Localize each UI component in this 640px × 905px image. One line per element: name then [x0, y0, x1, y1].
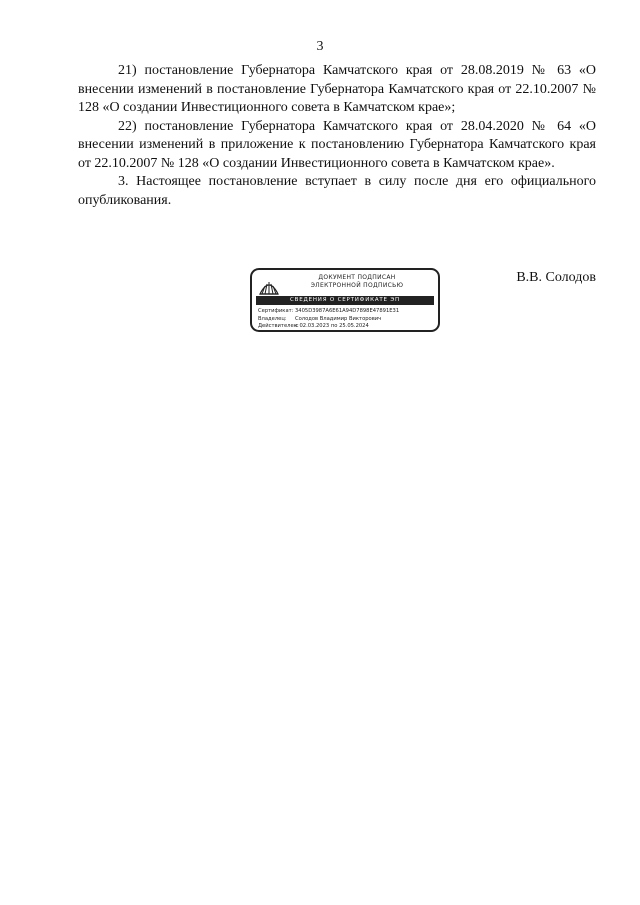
stamp-certificate-bar: СВЕДЕНИЯ О СЕРТИФИКАТЕ ЭП — [256, 296, 434, 305]
coat-of-arms-icon — [258, 274, 280, 296]
paragraph-item-22: 22) постановление Губернатора Камчатского края от 28.04.2020 № 64 «О внесении изменений в приложение к постановлению Губернатора Камчатского края от 22.10.2007 № 128 «О создании Инвестиционного совета в Камчатском крае». — [78, 118, 596, 171]
certificate-label: Сертификат: — [258, 308, 294, 314]
stamp-title-line1: ДОКУМЕНТ ПОДПИСАН — [318, 274, 396, 281]
paragraph-effective-date: 3. Настоящее постановление вступает в силу после дня его официального опубликования. — [78, 174, 596, 208]
owner-value: Солодов Владимир Викторович — [295, 315, 382, 322]
signature-block — [0, 268, 640, 338]
owner-label: Владелец: — [258, 315, 287, 322]
stamp-validity-row — [258, 323, 434, 331]
certificate-value: 3405D3987A6E61A94D7898E47891E31 — [295, 308, 400, 314]
paragraph-item-21: 21) постановление Губернатора Камчатского края от 28.08.2019 № 63 «О внесении изменений в постановление Губернатора Камчатского края от 22.10.2007 № 128 «О создании Инвестиционного совета в Камчатском крае»; — [78, 63, 596, 115]
e-signature-stamp — [250, 268, 440, 332]
stamp-certificate-row — [258, 308, 434, 316]
validity-label: Действителен: — [258, 323, 299, 329]
signer-name: В.В. Солодов — [516, 270, 596, 285]
validity-value: с 02.03.2023 по 25.05.2024 — [295, 323, 369, 329]
stamp-title-line2: ЭЛЕКТРОННОЙ ПОДПИСЬЮ — [310, 282, 404, 289]
document-body — [78, 62, 596, 210]
page-number: 3 — [316, 39, 324, 54]
stamp-details — [258, 308, 434, 331]
stamp-owner-row — [258, 316, 434, 324]
stamp-title — [282, 274, 432, 290]
